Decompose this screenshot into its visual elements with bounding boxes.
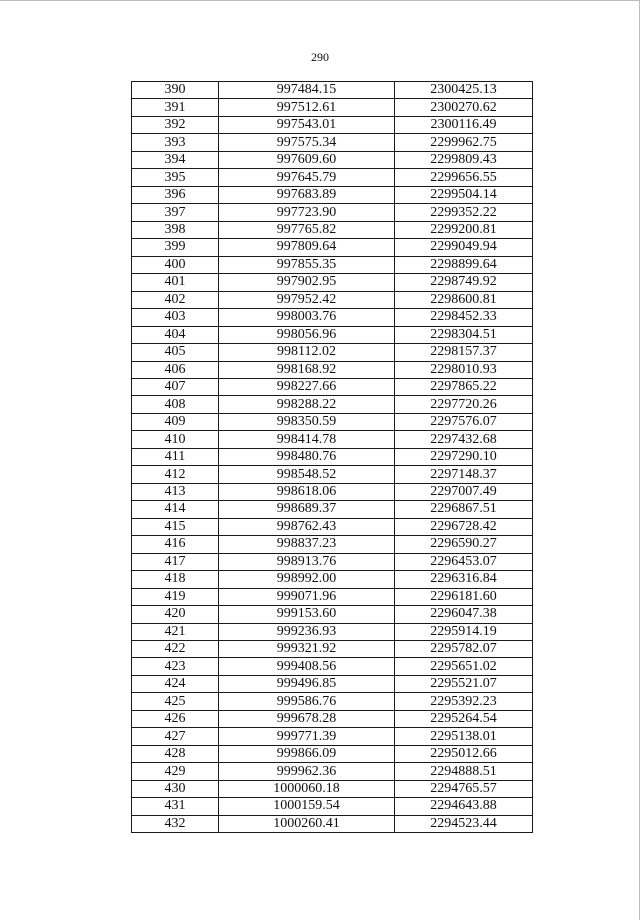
scan-edge-top (0, 0, 640, 1)
y-coordinate-cell: 2295264.54 (395, 710, 533, 727)
table-row (132, 588, 533, 605)
point-number-cell: 427 (132, 728, 219, 745)
point-number-cell: 405 (132, 344, 219, 361)
x-coordinate-cell: 998112.02 (219, 344, 395, 361)
point-number-cell: 428 (132, 745, 219, 762)
point-number-cell: 401 (132, 274, 219, 291)
table-row (132, 413, 533, 430)
page-number: 290 (311, 50, 329, 64)
table-row (132, 745, 533, 762)
point-number-cell: 430 (132, 780, 219, 797)
table-row (132, 553, 533, 570)
y-coordinate-cell: 2294888.51 (395, 763, 533, 780)
x-coordinate-cell: 998992.00 (219, 571, 395, 588)
y-coordinate-cell: 2298452.33 (395, 309, 533, 326)
point-number-cell: 424 (132, 675, 219, 692)
x-coordinate-cell: 999496.85 (219, 675, 395, 692)
point-number-cell: 411 (132, 448, 219, 465)
table-row (132, 780, 533, 797)
y-coordinate-cell: 2297432.68 (395, 431, 533, 448)
y-coordinate-cell: 2299809.43 (395, 151, 533, 168)
y-coordinate-cell: 2297720.26 (395, 396, 533, 413)
y-coordinate-cell: 2300116.49 (395, 116, 533, 133)
coordinate-table-body (132, 82, 533, 833)
point-number-cell: 413 (132, 483, 219, 500)
point-number-cell: 391 (132, 99, 219, 116)
y-coordinate-cell: 2295392.23 (395, 693, 533, 710)
y-coordinate-cell: 2298749.92 (395, 274, 533, 291)
x-coordinate-cell: 998056.96 (219, 326, 395, 343)
table-row (132, 221, 533, 238)
point-number-cell: 406 (132, 361, 219, 378)
y-coordinate-cell: 2295521.07 (395, 675, 533, 692)
y-coordinate-cell: 2295651.02 (395, 658, 533, 675)
y-coordinate-cell: 2296590.27 (395, 536, 533, 553)
x-coordinate-cell: 997543.01 (219, 116, 395, 133)
point-number-cell: 410 (132, 431, 219, 448)
point-number-cell: 418 (132, 571, 219, 588)
table-row (132, 361, 533, 378)
y-coordinate-cell: 2298010.93 (395, 361, 533, 378)
point-number-cell: 431 (132, 798, 219, 815)
point-number-cell: 397 (132, 204, 219, 221)
x-coordinate-cell: 998618.06 (219, 483, 395, 500)
y-coordinate-cell: 2299962.75 (395, 134, 533, 151)
x-coordinate-cell: 999071.96 (219, 588, 395, 605)
table-row (132, 326, 533, 343)
point-number-cell: 408 (132, 396, 219, 413)
x-coordinate-cell: 998913.76 (219, 553, 395, 570)
point-number-cell: 412 (132, 466, 219, 483)
table-row (132, 798, 533, 815)
x-coordinate-cell: 997952.42 (219, 291, 395, 308)
x-coordinate-cell: 999236.93 (219, 623, 395, 640)
x-coordinate-cell: 998288.22 (219, 396, 395, 413)
y-coordinate-cell: 2299200.81 (395, 221, 533, 238)
table-row (132, 675, 533, 692)
x-coordinate-cell: 998168.92 (219, 361, 395, 378)
y-coordinate-cell: 2295782.07 (395, 641, 533, 658)
table-row (132, 466, 533, 483)
y-coordinate-cell: 2298899.64 (395, 256, 533, 273)
point-number-cell: 403 (132, 309, 219, 326)
y-coordinate-cell: 2297576.07 (395, 413, 533, 430)
point-number-cell: 421 (132, 623, 219, 640)
table-row (132, 623, 533, 640)
table-row (132, 571, 533, 588)
y-coordinate-cell: 2296728.42 (395, 518, 533, 535)
table-row (132, 431, 533, 448)
point-number-cell: 399 (132, 239, 219, 256)
point-number-cell: 400 (132, 256, 219, 273)
table-row (132, 309, 533, 326)
y-coordinate-cell: 2297007.49 (395, 483, 533, 500)
y-coordinate-cell: 2296453.07 (395, 553, 533, 570)
point-number-cell: 392 (132, 116, 219, 133)
point-number-cell: 415 (132, 518, 219, 535)
table-row (132, 186, 533, 203)
table-row (132, 378, 533, 395)
table-row (132, 99, 533, 116)
point-number-cell: 396 (132, 186, 219, 203)
y-coordinate-cell: 2296316.84 (395, 571, 533, 588)
table-row (132, 204, 533, 221)
x-coordinate-cell: 998762.43 (219, 518, 395, 535)
x-coordinate-cell: 999771.39 (219, 728, 395, 745)
x-coordinate-cell: 997765.82 (219, 221, 395, 238)
x-coordinate-cell: 999586.76 (219, 693, 395, 710)
x-coordinate-cell: 999321.92 (219, 641, 395, 658)
coordinate-table (131, 81, 533, 833)
point-number-cell: 414 (132, 501, 219, 518)
table-row (132, 693, 533, 710)
table-row (132, 116, 533, 133)
y-coordinate-cell: 2298157.37 (395, 344, 533, 361)
y-coordinate-cell: 2298600.81 (395, 291, 533, 308)
table-row (132, 82, 533, 99)
y-coordinate-cell: 2297865.22 (395, 378, 533, 395)
table-row (132, 518, 533, 535)
x-coordinate-cell: 998837.23 (219, 536, 395, 553)
x-coordinate-cell: 998227.66 (219, 378, 395, 395)
y-coordinate-cell: 2294765.57 (395, 780, 533, 797)
x-coordinate-cell: 997645.79 (219, 169, 395, 186)
point-number-cell: 390 (132, 82, 219, 99)
table-row (132, 291, 533, 308)
y-coordinate-cell: 2294643.88 (395, 798, 533, 815)
x-coordinate-cell: 998350.59 (219, 413, 395, 430)
x-coordinate-cell: 997809.64 (219, 239, 395, 256)
point-number-cell: 402 (132, 291, 219, 308)
table-row (132, 448, 533, 465)
table-row (132, 256, 533, 273)
point-number-cell: 423 (132, 658, 219, 675)
table-row (132, 396, 533, 413)
x-coordinate-cell: 1000260.41 (219, 815, 395, 832)
y-coordinate-cell: 2295914.19 (395, 623, 533, 640)
table-row (132, 728, 533, 745)
table-row (132, 641, 533, 658)
point-number-cell: 416 (132, 536, 219, 553)
point-number-cell: 407 (132, 378, 219, 395)
point-number-cell: 429 (132, 763, 219, 780)
point-number-cell: 417 (132, 553, 219, 570)
x-coordinate-cell: 999962.36 (219, 763, 395, 780)
y-coordinate-cell: 2298304.51 (395, 326, 533, 343)
y-coordinate-cell: 2300270.62 (395, 99, 533, 116)
x-coordinate-cell: 997902.95 (219, 274, 395, 291)
x-coordinate-cell: 997609.60 (219, 151, 395, 168)
point-number-cell: 419 (132, 588, 219, 605)
point-number-cell: 420 (132, 606, 219, 623)
point-number-cell: 432 (132, 815, 219, 832)
point-number-cell: 394 (132, 151, 219, 168)
x-coordinate-cell: 998414.78 (219, 431, 395, 448)
x-coordinate-cell: 997683.89 (219, 186, 395, 203)
point-number-cell: 393 (132, 134, 219, 151)
x-coordinate-cell: 997855.35 (219, 256, 395, 273)
x-coordinate-cell: 999678.28 (219, 710, 395, 727)
x-coordinate-cell: 999408.56 (219, 658, 395, 675)
y-coordinate-cell: 2300425.13 (395, 82, 533, 99)
y-coordinate-cell: 2295012.66 (395, 745, 533, 762)
x-coordinate-cell: 997575.34 (219, 134, 395, 151)
x-coordinate-cell: 999153.60 (219, 606, 395, 623)
y-coordinate-cell: 2297290.10 (395, 448, 533, 465)
y-coordinate-cell: 2297148.37 (395, 466, 533, 483)
x-coordinate-cell: 1000159.54 (219, 798, 395, 815)
point-number-cell: 404 (132, 326, 219, 343)
x-coordinate-cell: 998480.76 (219, 448, 395, 465)
table-row (132, 134, 533, 151)
table-row (132, 151, 533, 168)
x-coordinate-cell: 998548.52 (219, 466, 395, 483)
y-coordinate-cell: 2299656.55 (395, 169, 533, 186)
table-row (132, 606, 533, 623)
x-coordinate-cell: 1000060.18 (219, 780, 395, 797)
table-row (132, 710, 533, 727)
table-row (132, 239, 533, 256)
table-row (132, 344, 533, 361)
point-number-cell: 422 (132, 641, 219, 658)
x-coordinate-cell: 998689.37 (219, 501, 395, 518)
x-coordinate-cell: 999866.09 (219, 745, 395, 762)
y-coordinate-cell: 2296047.38 (395, 606, 533, 623)
point-number-cell: 398 (132, 221, 219, 238)
point-number-cell: 426 (132, 710, 219, 727)
table-row (132, 274, 533, 291)
y-coordinate-cell: 2295138.01 (395, 728, 533, 745)
table-row (132, 815, 533, 832)
x-coordinate-cell: 997484.15 (219, 82, 395, 99)
table-row (132, 536, 533, 553)
point-number-cell: 395 (132, 169, 219, 186)
x-coordinate-cell: 997723.90 (219, 204, 395, 221)
table-row (132, 501, 533, 518)
y-coordinate-cell: 2299352.22 (395, 204, 533, 221)
y-coordinate-cell: 2296181.60 (395, 588, 533, 605)
point-number-cell: 409 (132, 413, 219, 430)
y-coordinate-cell: 2299049.94 (395, 239, 533, 256)
table-row (132, 658, 533, 675)
table-row (132, 169, 533, 186)
x-coordinate-cell: 997512.61 (219, 99, 395, 116)
point-number-cell: 425 (132, 693, 219, 710)
x-coordinate-cell: 998003.76 (219, 309, 395, 326)
table-row (132, 763, 533, 780)
table-row (132, 483, 533, 500)
y-coordinate-cell: 2294523.44 (395, 815, 533, 832)
y-coordinate-cell: 2296867.51 (395, 501, 533, 518)
y-coordinate-cell: 2299504.14 (395, 186, 533, 203)
